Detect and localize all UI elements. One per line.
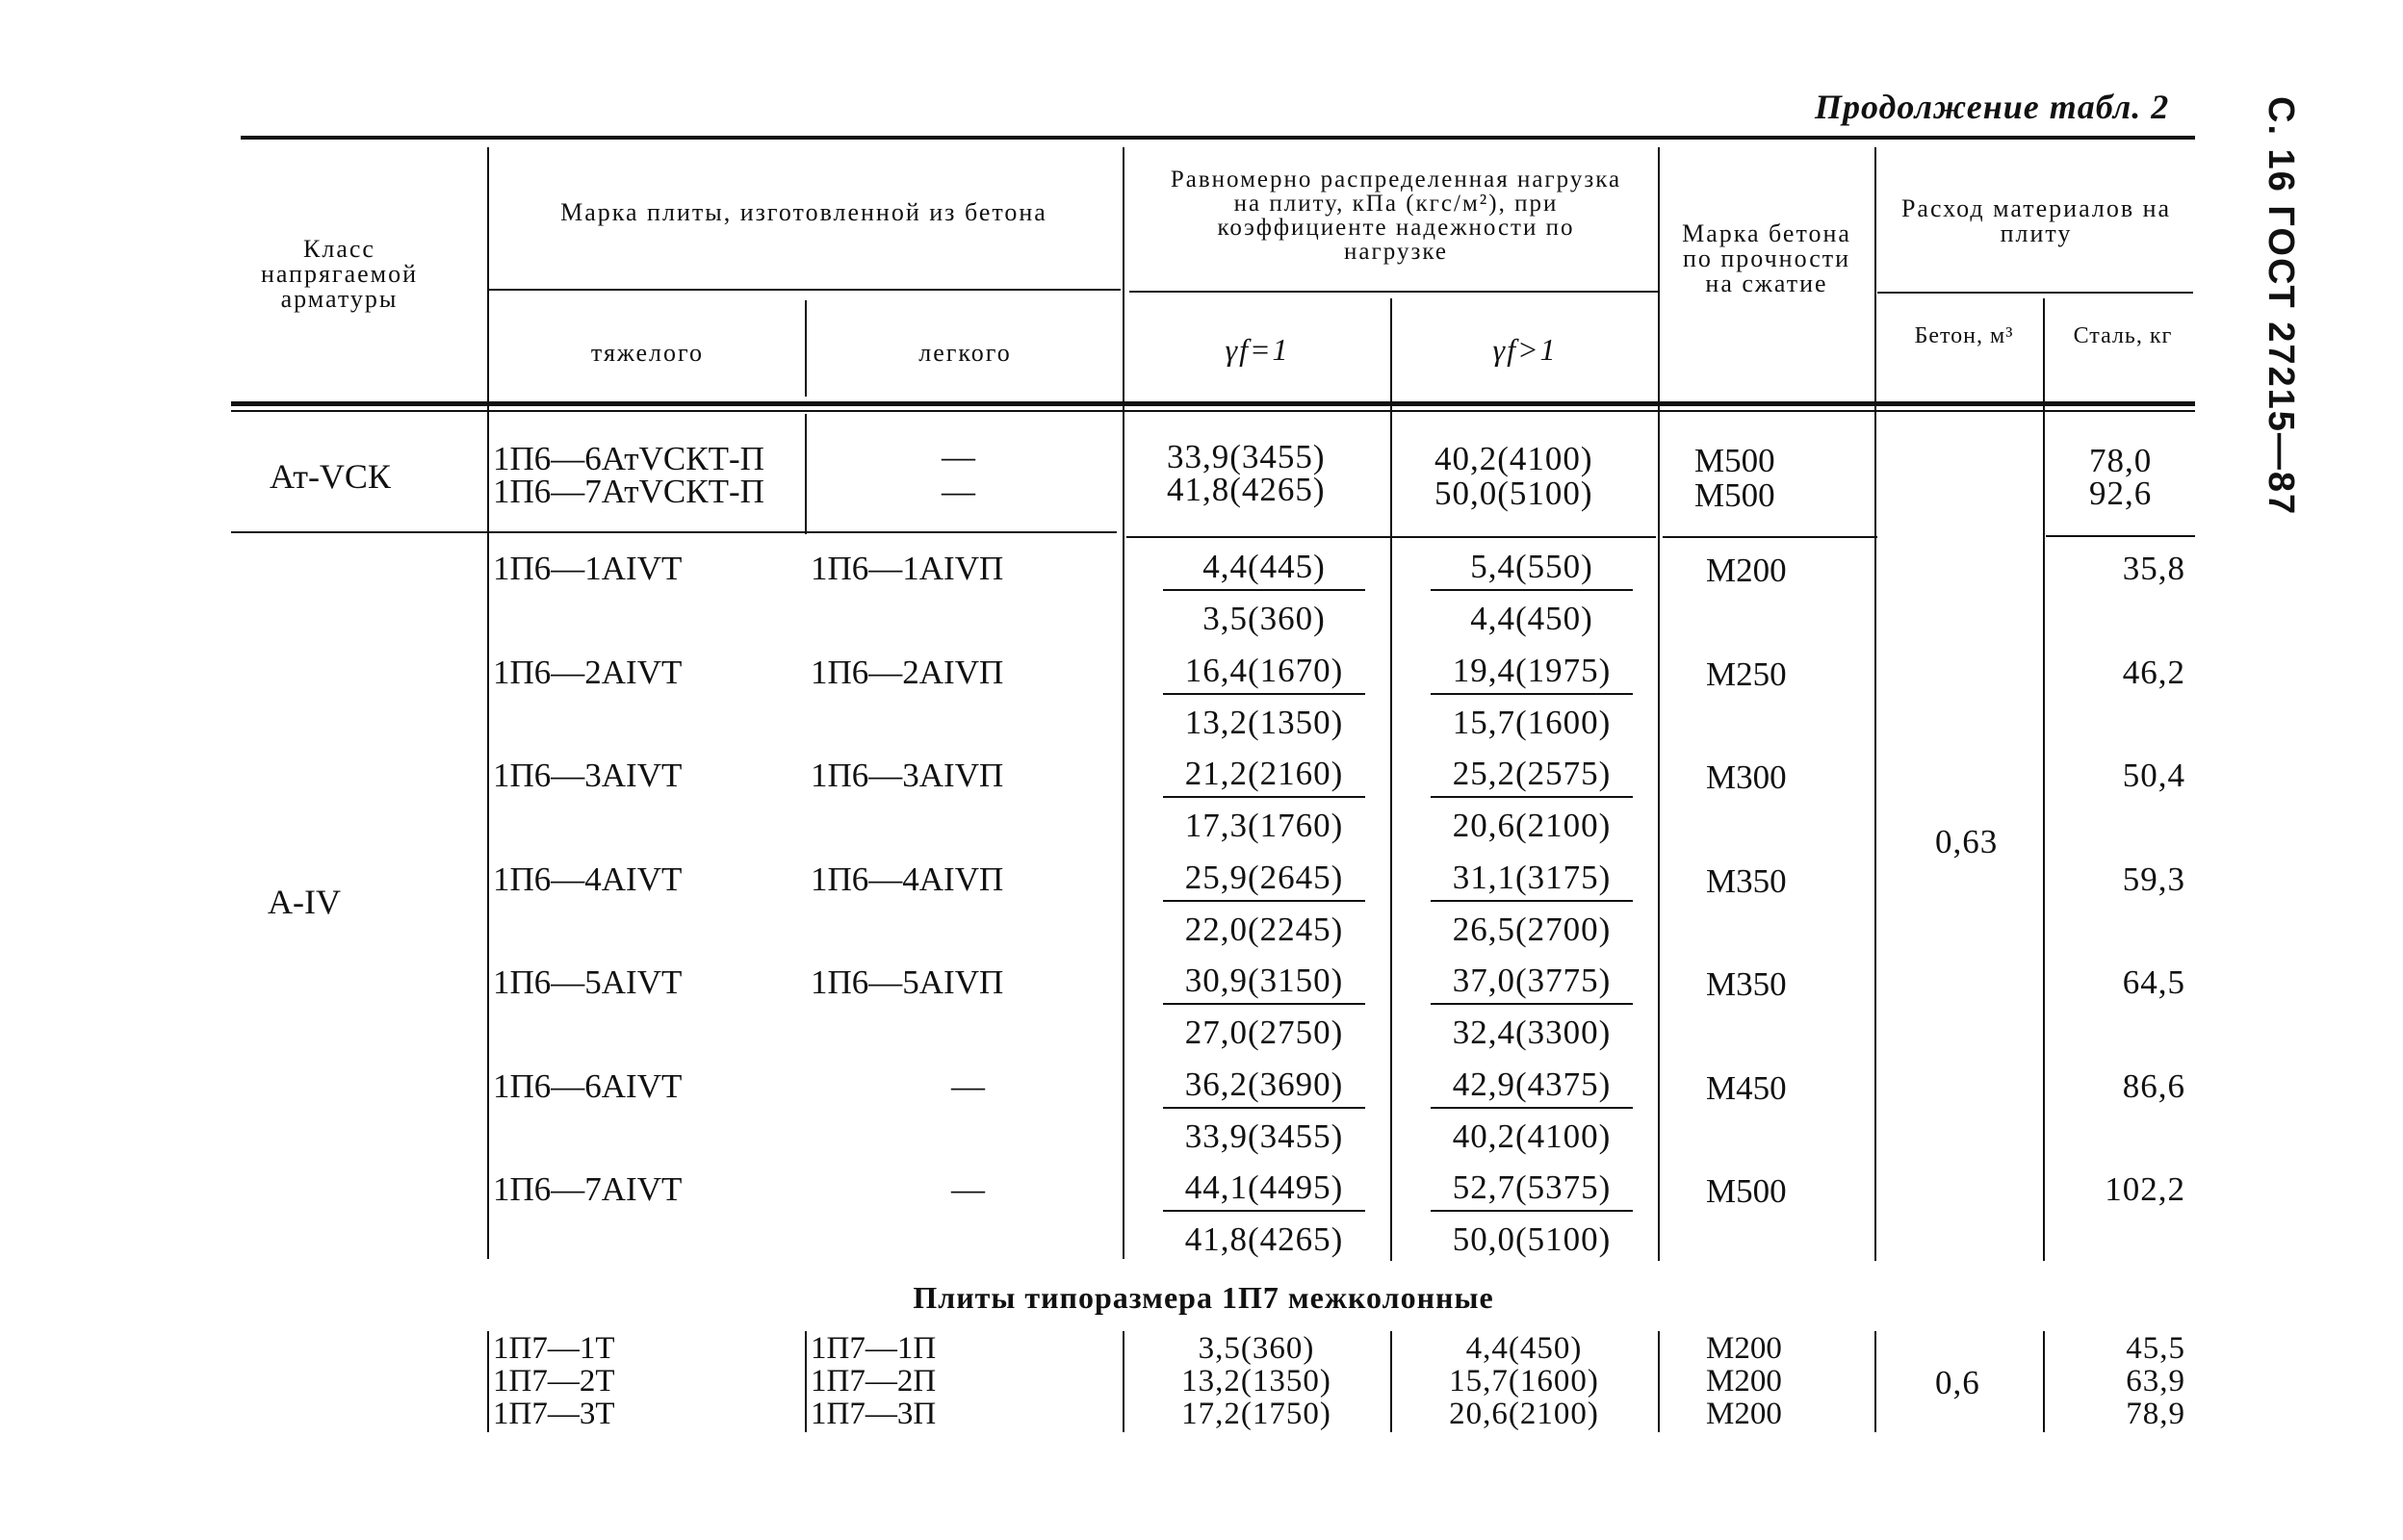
grade: М200 <box>1706 552 1787 589</box>
load-gamma1-bottom: 33,9(3455) <box>1184 1117 1344 1155</box>
steel: 59,3 <box>2122 860 2185 898</box>
grade: М350 <box>1706 965 1787 1003</box>
header-sub-rule-material <box>1877 292 2193 294</box>
heavy-mark: 1П6—6АIVТ <box>493 1067 683 1105</box>
load-gamma1: 13,2(1350) <box>1181 1364 1331 1399</box>
grade: М500 <box>1706 1172 1787 1210</box>
steel: 86,6 <box>2122 1067 2185 1105</box>
col-rule-1p7-7 <box>2043 1331 2045 1432</box>
load-gamma2-top: 19,4(1975) <box>1431 653 1633 695</box>
load-gamma2-top: 37,0(3775) <box>1431 962 1633 1005</box>
load-gamma1-bottom: 22,0(2245) <box>1184 911 1344 948</box>
load-gamma2-bottom: 50,0(5100) <box>1452 1220 1612 1258</box>
heavy-mark: 1П6—1АIVТ <box>493 550 683 587</box>
grade: М350 <box>1706 862 1787 900</box>
light-mark: — <box>942 438 975 475</box>
section-rule-4 <box>2046 535 2195 537</box>
heavy-mark: 1П7—3Т <box>493 1397 615 1431</box>
light-mark: 1П6—4АIVП <box>811 860 1004 898</box>
load-gamma1-top: 16,4(1670) <box>1163 653 1365 695</box>
table-top-rule <box>241 136 2195 140</box>
header-sub-rule-load <box>1129 291 1659 293</box>
load-gamma1-bottom: 3,5(360) <box>1202 600 1326 637</box>
grade: М450 <box>1706 1069 1787 1107</box>
header-light: легкого <box>918 339 1012 367</box>
concrete-vol-aiv: 0,63 <box>1935 823 1999 860</box>
col-rule-1p7-4 <box>1390 1331 1392 1432</box>
load-gamma2-top: 25,2(2575) <box>1431 756 1633 798</box>
load-gamma1: 33,9(3455) <box>1167 438 1326 475</box>
grade: М500 <box>1694 476 1775 514</box>
load-gamma1-top: 25,9(2645) <box>1163 860 1365 902</box>
steel: 78,9 <box>2126 1397 2185 1431</box>
heavy-mark: 1П6—3АIVТ <box>493 757 683 794</box>
grade: М250 <box>1706 655 1787 693</box>
load-gamma1: 3,5(360) <box>1198 1331 1315 1366</box>
light-mark: 1П7—2П <box>811 1364 937 1399</box>
col-rule-1p7-3 <box>1123 1331 1124 1432</box>
load-gamma2-bottom: 15,7(1600) <box>1452 704 1612 741</box>
load-gamma2-top: 42,9(4375) <box>1431 1066 1633 1109</box>
col-rule-1p7-6 <box>1874 1331 1876 1432</box>
light-mark: — <box>942 473 975 510</box>
header-gamma2: γf>1 <box>1492 332 1558 367</box>
grade: М200 <box>1706 1364 1782 1399</box>
steel: 92,6 <box>2089 475 2153 512</box>
steel: 63,9 <box>2126 1364 2185 1399</box>
steel: 78,0 <box>2089 442 2153 479</box>
heavy-mark: 1П6—2АIVТ <box>493 654 683 691</box>
load-gamma1-bottom: 41,8(4265) <box>1184 1220 1344 1258</box>
col-rule-2 <box>805 300 807 397</box>
col-rule-5 <box>1658 147 1660 1261</box>
light-mark: 1П6—2АIVП <box>811 654 1004 691</box>
heavy-mark: 1П6—7АтVСКТ-П <box>493 473 764 510</box>
grade: М200 <box>1706 1331 1782 1366</box>
header-concrete-grade: Марка бетона по прочности на сжатие <box>1682 219 1851 297</box>
section-rule-3 <box>1663 536 1877 538</box>
load-gamma1: 17,2(1750) <box>1181 1397 1331 1431</box>
light-mark: 1П6—1АIVП <box>811 550 1004 587</box>
class-atvck: Ат-VСК <box>270 457 391 496</box>
grade: М300 <box>1706 758 1787 796</box>
load-gamma1-bottom: 17,3(1760) <box>1184 807 1344 844</box>
load-gamma2-bottom: 32,4(3300) <box>1452 1014 1612 1051</box>
steel: 45,5 <box>2126 1331 2185 1366</box>
grade: М500 <box>1694 442 1775 479</box>
header-heavy: тяжелого <box>590 339 705 367</box>
load-gamma1-bottom: 27,0(2750) <box>1184 1014 1344 1051</box>
col-rule-6 <box>1874 147 1876 1261</box>
steel: 64,5 <box>2122 963 2185 1001</box>
load-gamma1-top: 4,4(445) <box>1163 549 1365 591</box>
light-mark: 1П7—1П <box>811 1331 937 1366</box>
load-gamma2-top: 5,4(550) <box>1431 549 1633 591</box>
steel: 46,2 <box>2122 654 2185 691</box>
heavy-mark: 1П6—5АIVТ <box>493 963 683 1001</box>
load-gamma2-top: 31,1(3175) <box>1431 860 1633 902</box>
load-gamma1: 41,8(4265) <box>1167 471 1326 508</box>
load-gamma1-top: 21,2(2160) <box>1163 756 1365 798</box>
heavy-mark: 1П6—6АтVСКТ-П <box>493 440 764 477</box>
continuation-title: Продолжение табл. 2 <box>1815 88 2170 126</box>
page-side-label: С. 16 ГОСТ 27215—87 <box>2261 96 2301 517</box>
header-steel: Сталь, кг <box>2073 323 2173 348</box>
header-mark-group: Марка плиты, изготовленной из бетона <box>560 198 1047 226</box>
load-gamma1-top: 30,9(3150) <box>1163 962 1365 1005</box>
heavy-mark: 1П7—1Т <box>493 1331 615 1366</box>
load-gamma1-bottom: 13,2(1350) <box>1184 704 1344 741</box>
col-rule-2b <box>805 414 807 534</box>
load-gamma2: 15,7(1600) <box>1449 1364 1599 1399</box>
load-gamma2-bottom: 4,4(450) <box>1470 600 1593 637</box>
load-gamma2: 50,0(5100) <box>1434 475 1593 512</box>
header-class: Класс напрягаемой арматуры <box>260 235 419 313</box>
col-rule-7 <box>2043 298 2045 1261</box>
header-load-group: Равномерно распределенная нагрузка на плиту, кПа (кгс/м²), при коэффициенте надежности по нагрузке <box>1170 167 1622 265</box>
steel: 102,2 <box>2105 1170 2185 1208</box>
header-gamma1: γf=1 <box>1225 332 1290 367</box>
heavy-mark: 1П6—7АIVТ <box>493 1170 683 1208</box>
steel: 35,8 <box>2122 550 2185 587</box>
light-mark: 1П6—5АIVП <box>811 963 1004 1001</box>
header-bottom-rule <box>231 401 2195 406</box>
col-rule-4 <box>1390 298 1392 1261</box>
load-gamma2-top: 52,7(5375) <box>1431 1169 1633 1212</box>
col-rule-1p7-2 <box>805 1331 807 1432</box>
class-aiv: А-IV <box>268 883 341 921</box>
heavy-mark: 1П6—4АIVТ <box>493 860 683 898</box>
concrete-vol-1p7: 0,6 <box>1935 1364 1980 1401</box>
light-mark: 1П6—3АIVП <box>811 757 1004 794</box>
col-rule-1p7-5 <box>1658 1331 1660 1432</box>
load-gamma2-bottom: 40,2(4100) <box>1452 1117 1612 1155</box>
load-gamma1-top: 36,2(3690) <box>1163 1066 1365 1109</box>
load-gamma2-bottom: 26,5(2700) <box>1452 911 1612 948</box>
col-rule-1p7-1 <box>487 1331 489 1432</box>
light-mark: — <box>951 1067 985 1105</box>
col-rule-1 <box>487 147 489 1259</box>
load-gamma2: 4,4(450) <box>1465 1331 1583 1366</box>
header-sub-rule-mark <box>489 289 1121 291</box>
load-gamma2: 20,6(2100) <box>1449 1397 1599 1431</box>
grade: М200 <box>1706 1397 1782 1431</box>
header-bottom-rule-2 <box>231 410 2195 412</box>
section-title-1p7: Плиты типоразмера 1П7 межколонные <box>913 1280 1494 1315</box>
col-rule-3 <box>1123 147 1124 1259</box>
header-material-group: Расход материалов на плиту <box>1900 194 2172 247</box>
heavy-mark: 1П7—2Т <box>493 1364 615 1399</box>
light-mark: 1П7—3П <box>811 1397 937 1431</box>
header-concrete-vol: Бетон, м³ <box>1914 323 2014 348</box>
section-rule-1 <box>231 531 1117 533</box>
load-gamma1-top: 44,1(4495) <box>1163 1169 1365 1212</box>
light-mark: — <box>951 1170 985 1208</box>
load-gamma2: 40,2(4100) <box>1434 440 1593 477</box>
steel: 50,4 <box>2122 757 2185 794</box>
load-gamma2-bottom: 20,6(2100) <box>1452 807 1612 844</box>
